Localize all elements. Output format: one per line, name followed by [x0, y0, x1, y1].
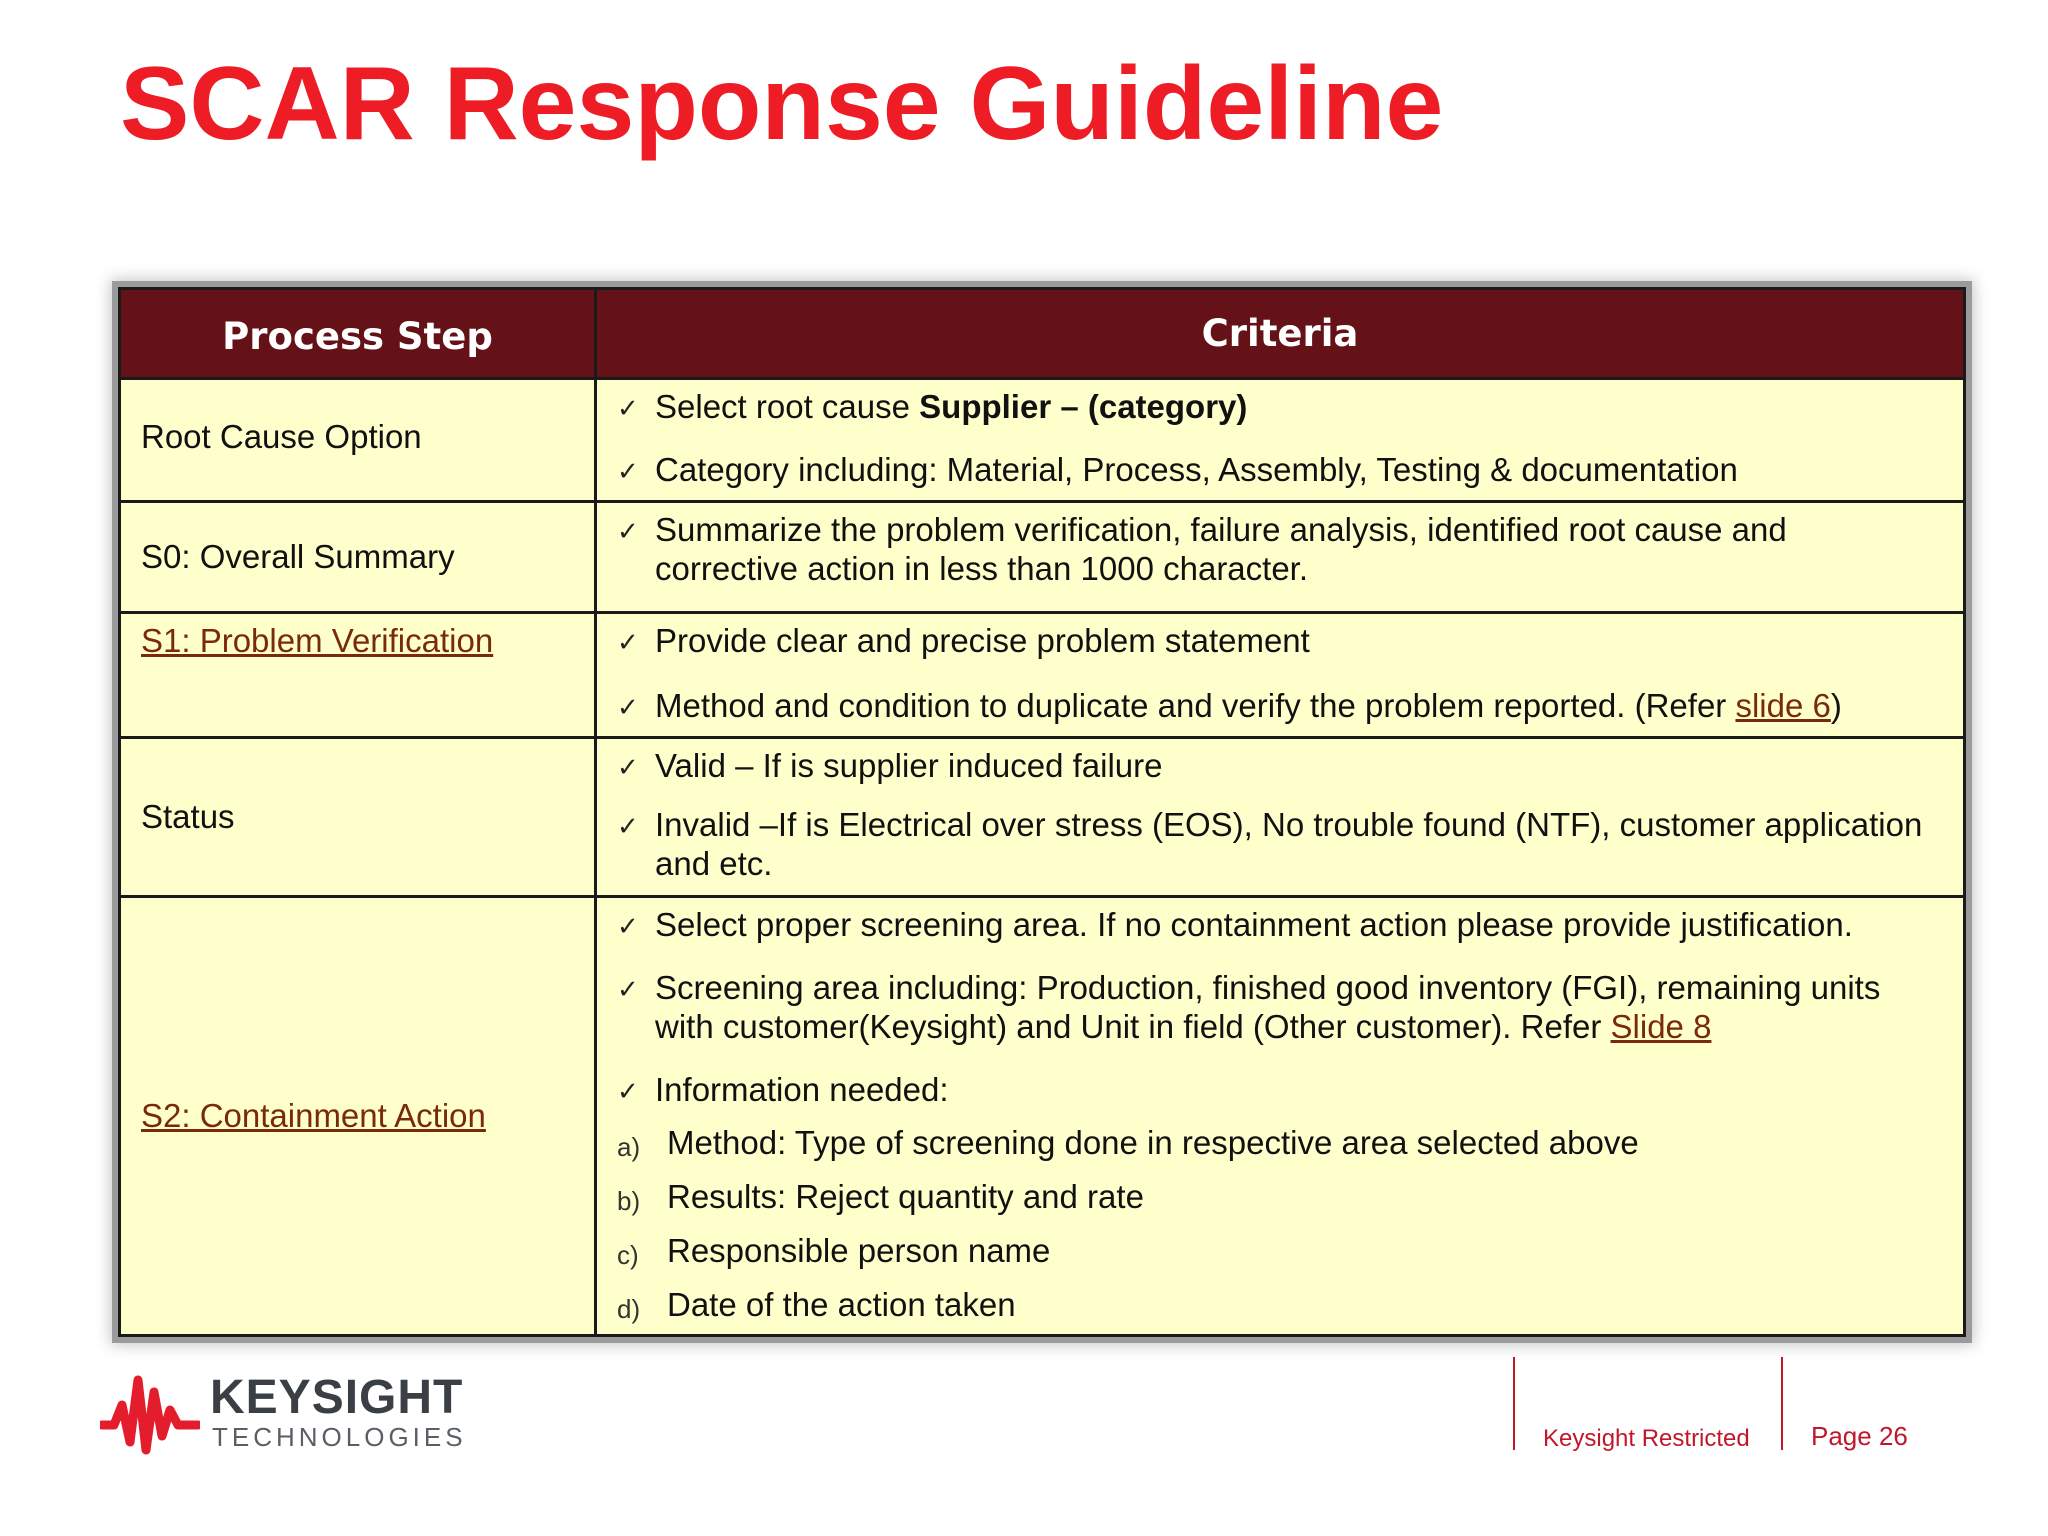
- sub-item-text: Method: Type of screening done in respective area selected above: [667, 1123, 1639, 1161]
- classification-label: Keysight Restricted: [1543, 1425, 1750, 1452]
- step-status: Status: [141, 798, 235, 835]
- criteria-item: [617, 1071, 1933, 1110]
- criteria-cell: [596, 613, 1965, 738]
- guideline-table-container: [118, 287, 1966, 1337]
- step-root-cause-option: Root Cause Option: [141, 418, 422, 455]
- footer-divider: [1781, 1357, 1783, 1450]
- sub-item-letter: c): [617, 1239, 639, 1270]
- criteria-cell: [596, 502, 1965, 613]
- sub-item: [617, 1232, 1933, 1271]
- criteria-text: Provide clear and precise problem statement: [655, 622, 1310, 659]
- criteria-cell: [596, 897, 1965, 1336]
- criteria-bold-text: Supplier – (category): [919, 388, 1248, 425]
- check-mark-icon: ✓: [617, 810, 639, 841]
- table-row: [120, 897, 1965, 1336]
- criteria-text: Select proper screening area. If no containment action please provide justification.: [655, 906, 1853, 943]
- criteria-item: [617, 451, 1933, 490]
- criteria-item: [617, 747, 1933, 786]
- step-cell: [120, 897, 596, 1336]
- sub-item-letter: b): [617, 1185, 641, 1216]
- criteria-item: [617, 622, 1933, 661]
- check-mark-icon: ✓: [617, 752, 639, 782]
- slide-8-link[interactable]: Slide 8: [1610, 1007, 1712, 1045]
- sub-item: [617, 1178, 1933, 1217]
- sub-item-letter: d): [617, 1293, 641, 1324]
- keysight-logo: [100, 1370, 467, 1460]
- slide-6-link[interactable]: slide 6: [1735, 686, 1831, 724]
- sub-item-letter: a): [617, 1131, 641, 1162]
- check-mark-icon: ✓: [617, 516, 639, 546]
- logo-subtitle: TECHNOLOGIES: [212, 1422, 467, 1452]
- criteria-text: Information needed:: [655, 1070, 949, 1108]
- criteria-text: Screening area including: Production, finished good inventory (FGI), remaining units with customer(Keysight) and Unit in field (Other customer). Refer: [655, 968, 1881, 1045]
- sub-item: [617, 1286, 1933, 1325]
- criteria-item: [617, 388, 1933, 427]
- table-header-row: [120, 289, 1965, 379]
- check-mark-icon: ✓: [617, 455, 639, 486]
- step-cell: [120, 738, 596, 897]
- sub-item-text: Date of the action taken: [667, 1285, 1016, 1323]
- criteria-cell: [596, 738, 1965, 897]
- check-mark-icon: ✓: [617, 1075, 639, 1106]
- header-process-step: Process Step: [120, 289, 596, 379]
- criteria-text: ): [1830, 686, 1842, 724]
- table-row: [120, 738, 1965, 897]
- table-row: [120, 502, 1965, 613]
- criteria-item: [617, 806, 1933, 884]
- header-criteria: Criteria: [596, 289, 1965, 379]
- criteria-text: Summarize the problem verification, failure analysis, identified root cause and corrective action in less than 1000 character.: [655, 511, 1787, 587]
- criteria-text: Method and condition to duplicate and verify the problem reported. (Refer: [655, 686, 1736, 724]
- criteria-cell: [596, 379, 1965, 502]
- step-problem-verification-link[interactable]: S1: Problem Verification: [141, 622, 494, 659]
- criteria-item: [617, 511, 1933, 589]
- criteria-text: Category including: Material, Process, Assembly, Testing & documentation: [655, 450, 1738, 488]
- step-cell: [120, 502, 596, 613]
- criteria-text: Select root cause: [655, 388, 920, 425]
- sub-item: [617, 1124, 1933, 1163]
- check-mark-icon: ✓: [617, 911, 639, 941]
- step-cell: [120, 613, 596, 738]
- step-containment-action-link[interactable]: S2: Containment Action: [141, 1097, 486, 1134]
- step-cell: [120, 379, 596, 502]
- slide-title: SCAR Response Guideline: [120, 46, 1444, 162]
- table-row: [120, 379, 1965, 502]
- table-row: [120, 613, 1965, 738]
- criteria-item: [617, 906, 1933, 945]
- check-mark-icon: ✓: [617, 691, 639, 722]
- footer-divider: [1513, 1357, 1515, 1450]
- check-mark-icon: ✓: [617, 627, 639, 657]
- criteria-item: [617, 687, 1933, 726]
- sub-item-text: Responsible person name: [667, 1231, 1051, 1269]
- criteria-item: [617, 969, 1933, 1047]
- page-number: Page 26: [1811, 1421, 1908, 1451]
- guideline-table: [118, 287, 1966, 1337]
- criteria-text: Valid – If is supplier induced failure: [655, 747, 1163, 784]
- criteria-text: Invalid –If is Electrical over stress (EOS), No trouble found (NTF), customer application and etc.: [655, 805, 1923, 882]
- step-overall-summary: S0: Overall Summary: [141, 538, 455, 575]
- keysight-wave-icon: [100, 1370, 200, 1460]
- check-mark-icon: ✓: [617, 393, 639, 423]
- logo-name: KEYSIGHT: [210, 1371, 464, 1424]
- check-mark-icon: ✓: [617, 973, 639, 1004]
- sub-item-text: Results: Reject quantity and rate: [667, 1177, 1144, 1215]
